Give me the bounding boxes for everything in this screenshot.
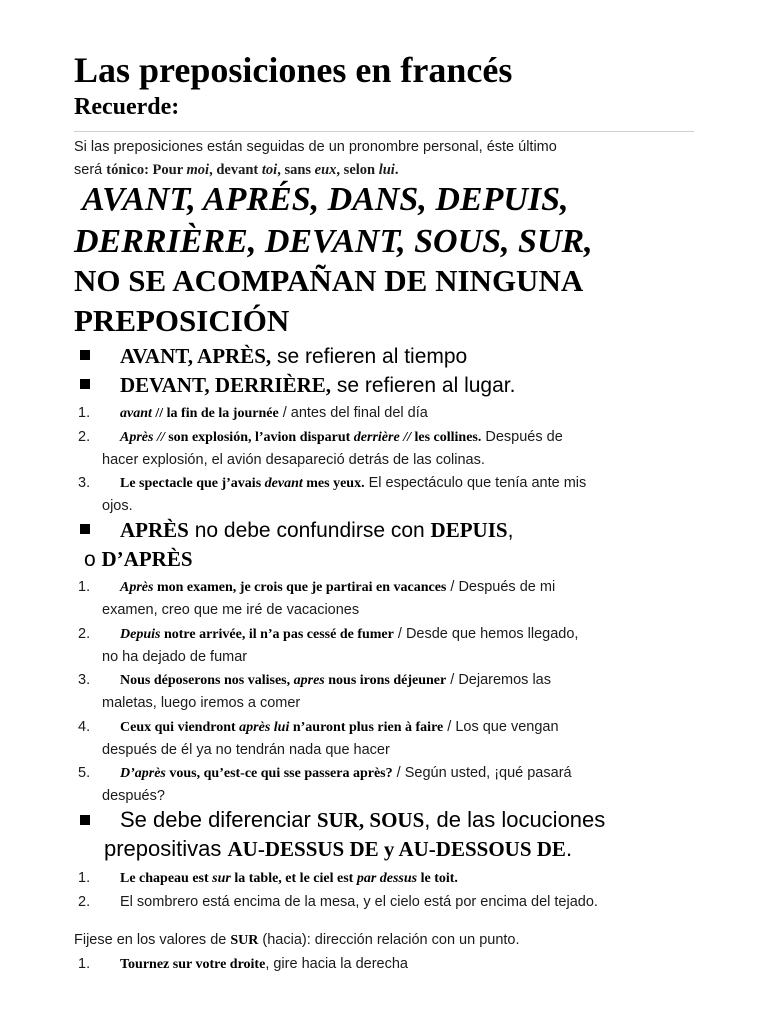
list-text bbox=[120, 891, 598, 914]
intro-note-line1: Si las preposiciones están seguidas de un pronombre personal, éste último bbox=[74, 139, 557, 155]
fr-italic: apres bbox=[293, 673, 325, 688]
list-text bbox=[120, 867, 458, 890]
list-number: 3. bbox=[78, 475, 91, 491]
list-item-continuation: maletas, luego iremos a comer bbox=[102, 695, 301, 711]
es-text: / Los que vengan bbox=[443, 719, 559, 735]
note-italic: toi bbox=[261, 162, 278, 178]
list-number: 3. bbox=[78, 672, 91, 688]
list-number: 1. bbox=[78, 405, 91, 421]
list-number: 4. bbox=[78, 719, 91, 735]
fr-bold: n’auront plus rien à faire bbox=[289, 720, 444, 735]
list-text bbox=[120, 623, 578, 646]
bullet-plain: Se debe diferenciar bbox=[120, 807, 317, 832]
fr-italic: avant bbox=[120, 406, 152, 421]
page-subtitle: Recuerde: bbox=[74, 94, 180, 120]
bullet-bold: D’APRÈS bbox=[101, 547, 193, 571]
list-item-continuation: ojos. bbox=[102, 498, 133, 514]
square-bullet-icon bbox=[80, 815, 90, 825]
list-number: 2. bbox=[78, 429, 91, 445]
bullet-plain: se refieren al tiempo bbox=[271, 345, 468, 368]
note-bold: , devant bbox=[209, 162, 262, 178]
bullet-bold: DEVANT, DERRIÈRE, bbox=[120, 373, 332, 397]
fr-italic: devant bbox=[264, 476, 303, 491]
bullet-text bbox=[120, 806, 605, 834]
es-text: (hacia): dirección relación con un punto. bbox=[258, 932, 520, 948]
heading-line-2: DERRIÈRE, DEVANT, SOUS, SUR, bbox=[74, 223, 593, 260]
bullet-text bbox=[120, 342, 467, 371]
list-item-continuation: examen, creo que me iré de vacaciones bbox=[102, 602, 360, 618]
fr-bold: le toit. bbox=[417, 871, 458, 886]
fr-bold: les collines. bbox=[414, 430, 482, 445]
list-number: 1. bbox=[78, 579, 91, 595]
list-number: 1. bbox=[78, 956, 91, 972]
fr-bold: notre arrivée, il n’a pas cessé de fumer bbox=[160, 627, 394, 642]
bullet-plain: prepositivas bbox=[104, 836, 228, 861]
bullet-plain: , de las locuciones bbox=[424, 807, 606, 832]
fr-bold: mon examen, je crois que je partirai en vacances bbox=[153, 580, 447, 595]
note-bold: , selon bbox=[336, 162, 379, 178]
bullet-plain: se refieren al lugar. bbox=[331, 374, 516, 397]
fr-bold: Nous déposerons nos valises, bbox=[120, 673, 294, 688]
note-bold: . bbox=[394, 162, 399, 178]
list-number: 5. bbox=[78, 765, 91, 781]
list-text bbox=[120, 716, 559, 739]
bullet-bold: AVANT, APRÈS, bbox=[120, 344, 272, 368]
list-number: 2. bbox=[78, 894, 91, 910]
es-text: / Desde que hemos llegado, bbox=[393, 626, 579, 642]
fr-italic: // bbox=[153, 430, 169, 445]
list-text bbox=[120, 669, 551, 692]
bullet-bold: DEPUIS bbox=[430, 518, 508, 542]
bullet-bold: APRÈS bbox=[120, 518, 189, 542]
square-bullet-icon bbox=[80, 350, 90, 360]
note-italic: lui bbox=[378, 162, 395, 178]
fr-bold: Le spectacle que j’avais bbox=[120, 476, 265, 491]
fr-bold: SUR bbox=[230, 933, 259, 948]
note-italic: moi bbox=[186, 162, 210, 178]
square-bullet-icon bbox=[80, 379, 90, 389]
bullet-plain: . bbox=[565, 836, 573, 861]
bullet-bold: SUR, SOUS bbox=[316, 808, 425, 832]
es-text: / Dejaremos las bbox=[446, 672, 551, 688]
list-text bbox=[120, 762, 572, 785]
heading-line-4: PREPOSICIÓN bbox=[74, 303, 290, 338]
note-text: será bbox=[74, 162, 107, 178]
es-text: / Según usted, ¡qué pasará bbox=[392, 765, 572, 781]
list-text bbox=[120, 472, 586, 495]
list-number: 1. bbox=[78, 870, 91, 886]
bullet-plain: no debe confundirse con bbox=[188, 519, 431, 542]
fr-italic: Après bbox=[120, 580, 154, 595]
list-text bbox=[120, 953, 408, 976]
fr-bold: Le chapeau est bbox=[120, 871, 213, 886]
fr-italic: sur bbox=[212, 871, 231, 886]
list-item-continuation: después de él ya no tendrán nada que hacer bbox=[102, 742, 390, 758]
bullet-plain: , bbox=[507, 519, 514, 542]
square-bullet-icon bbox=[80, 524, 90, 534]
list-item-continuation: no ha dejado de fumar bbox=[102, 649, 248, 665]
list-text bbox=[120, 402, 428, 425]
heading-line-3: NO SE ACOMPAÑAN DE NINGUNA bbox=[74, 263, 584, 298]
fijese-line bbox=[74, 929, 520, 952]
fr-bold: la table, et le ciel est bbox=[230, 871, 357, 886]
list-text bbox=[120, 426, 563, 449]
list-item-continuation: hacer explosión, el avión desapareció detrás de las colinas. bbox=[102, 452, 485, 468]
divider bbox=[74, 131, 694, 132]
es-text: El sombrero está encima de la mesa, y el cielo está por encima del tejado. bbox=[120, 894, 598, 910]
fr-bold: nous irons déjeuner bbox=[324, 673, 447, 688]
fr-italic: D’après bbox=[120, 766, 166, 781]
es-text: , gire hacia la derecha bbox=[265, 956, 408, 972]
bullet-bold: AU-DESSUS DE y AU-DESSOUS DE bbox=[227, 837, 566, 861]
es-text: Fijese en los valores de bbox=[74, 932, 231, 948]
fr-italic: derrière bbox=[353, 430, 400, 445]
list-number: 2. bbox=[78, 626, 91, 642]
fr-bold: Tournez sur votre droite bbox=[120, 957, 266, 972]
es-text: Después de bbox=[481, 429, 563, 445]
note-italic: eux bbox=[314, 162, 337, 178]
fr-italic: par dessus bbox=[356, 871, 418, 886]
es-text: / Después de mi bbox=[446, 579, 556, 595]
intro-note-line2 bbox=[74, 159, 694, 182]
bullet-text bbox=[120, 516, 513, 545]
fr-bold: // la fin de la journée bbox=[151, 406, 279, 421]
list-item-continuation: después? bbox=[102, 788, 165, 804]
bullet-plain: o bbox=[84, 548, 102, 571]
fr-italic: Après bbox=[120, 430, 154, 445]
page-title: Las preposiciones en francés bbox=[74, 50, 513, 90]
list-text bbox=[120, 576, 555, 599]
fr-italic: après lui bbox=[239, 720, 290, 735]
note-bold: tónico: Pour bbox=[106, 162, 187, 178]
note-bold: , sans bbox=[277, 162, 315, 178]
fr-bold: Ceux qui viendront bbox=[120, 720, 240, 735]
intro-note bbox=[74, 136, 694, 182]
fr-bold: mes yeux. bbox=[302, 476, 365, 491]
fr-italic: Depuis bbox=[120, 627, 161, 642]
bullet-text bbox=[120, 371, 515, 400]
es-text: / antes del final del día bbox=[278, 405, 428, 421]
fr-bold: vous, qu’est-ce qui sse passera après? bbox=[165, 766, 393, 781]
fr-bold: son explosión, l’avion disparut bbox=[168, 430, 354, 445]
heading-line-1: AVANT, APRÉS, DANS, DEPUIS, bbox=[82, 181, 569, 218]
es-text: El espectáculo que tenía ante mis bbox=[364, 475, 587, 491]
bullet-continuation bbox=[84, 545, 193, 574]
bullet-continuation bbox=[104, 835, 572, 863]
fr-italic: // bbox=[399, 430, 415, 445]
